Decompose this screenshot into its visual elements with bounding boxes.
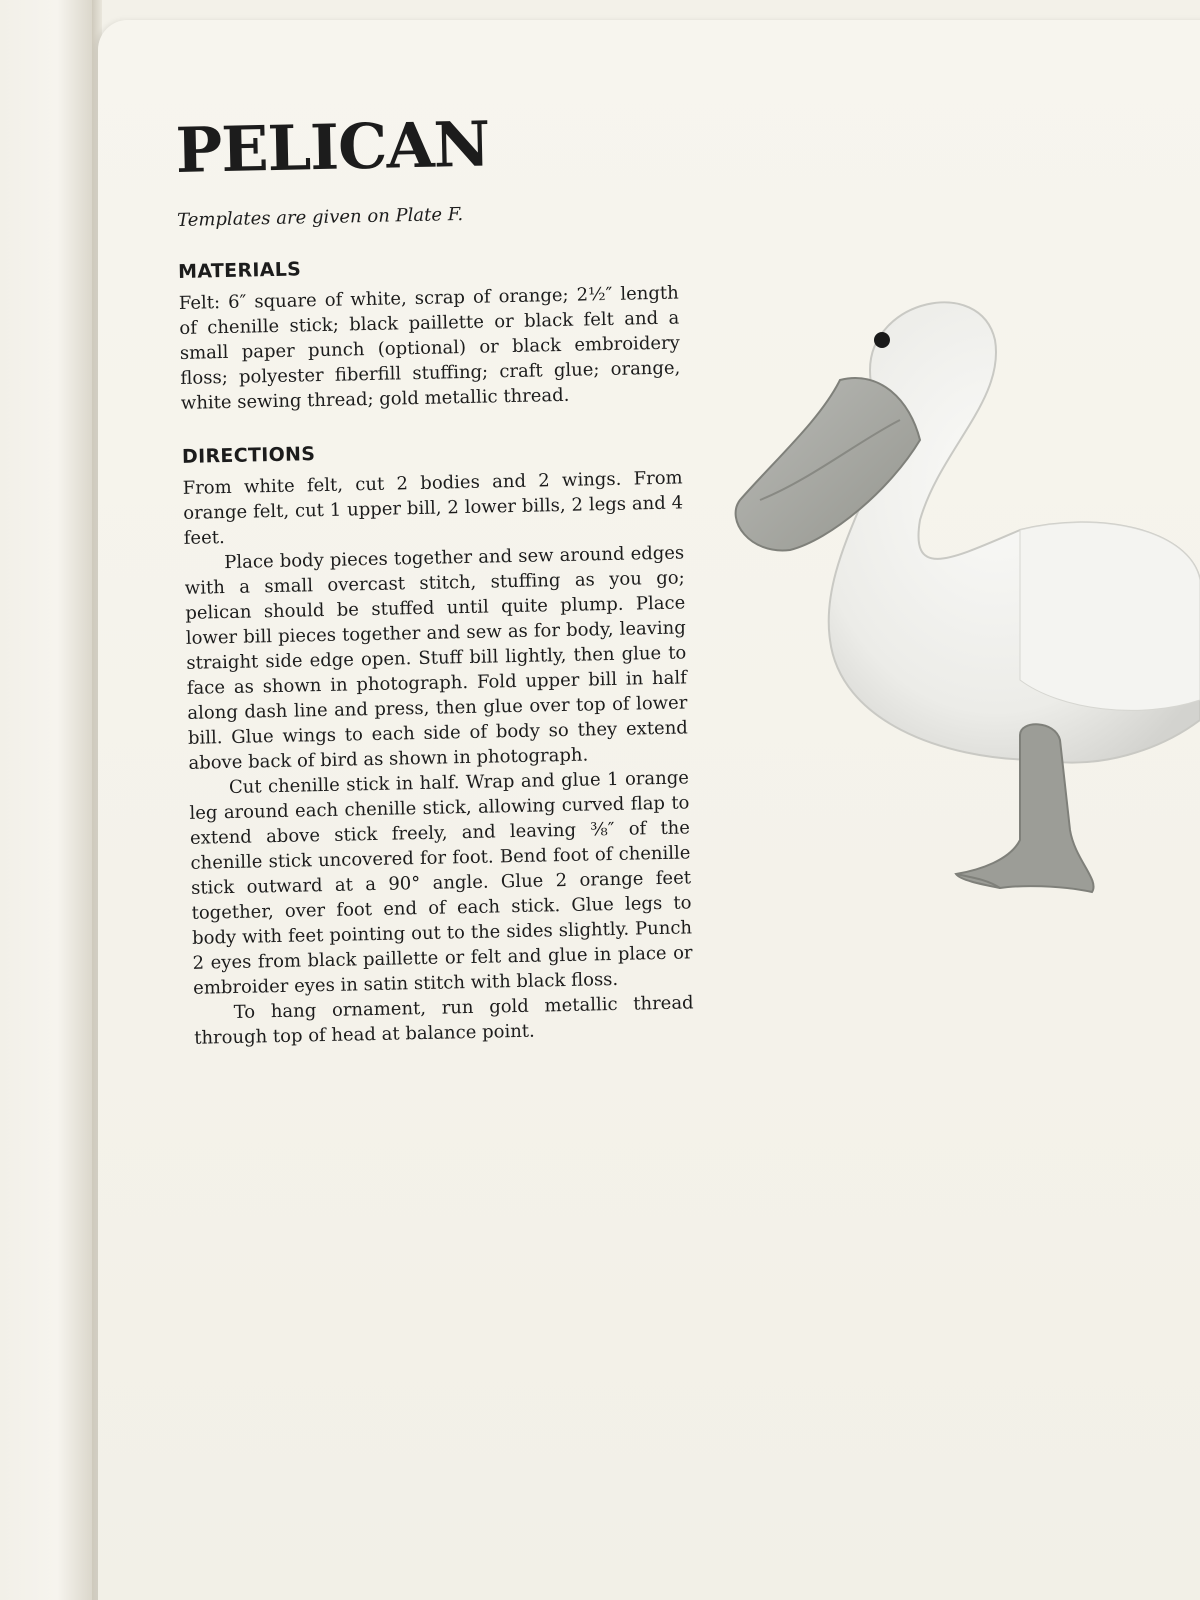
directions-paragraph-3: Cut chenille stick in half. Wrap and glue 1 orange leg around each chenille stick, allowing curved flap to extend above stick freely, and leaving ⅜″ of the chenille stick uncovered for foot. Bend foot of chenille stick outward at a 90° angle. Glue 2 orange feet together, over foot end of each stick. Glue legs to body with feet pointing out to the sides slightly. Punch 2 eyes from black paillette or felt and glue in place or embroider eyes in satin stitch with black floss.: [189, 767, 693, 999]
materials-text: Felt: 6″ square of white, scrap of orange; 2½″ length of chenille stick; black paillette or black felt and a small paper punch (optional) or black embroidery floss; polyester fiberfill stuffing; craft glue; orange, white sewing thread; gold metallic thread.: [178, 282, 681, 414]
materials-heading: MATERIALS: [177, 258, 302, 283]
pelican-body: [829, 302, 1200, 762]
pelican-photo: [720, 280, 1200, 940]
page-title: PELICAN: [174, 107, 490, 187]
template-note: Templates are given on Plate F.: [176, 203, 464, 231]
directions-paragraph-1: From white felt, cut 2 bodies and 2 wings. From orange felt, cut 1 upper bill, 2 lower bills, 2 legs and 4 feet.: [182, 467, 684, 549]
pelican-eye: [874, 332, 890, 348]
directions-paragraph-2: Place body pieces together and sew around edges with a small overcast stitch, stuffing as you go; pelican should be stuffed until quite plump. Place lower bill pieces together and sew as for body, leaving straight side edge open. Stuff bill lightly, then glue to face as shown in photograph. Fold upper bill in half along dash line and press, then glue over top of lower bill. Glue wings to each side of body so they extend above back of bird as shown in photograph.: [184, 542, 689, 774]
directions-heading: DIRECTIONS: [181, 443, 316, 468]
directions-paragraph-4: To hang ornament, run gold metallic thread through top of head at balance point.: [194, 992, 694, 1049]
left-page-edge: [0, 0, 96, 1600]
article-text: [174, 107, 694, 1051]
